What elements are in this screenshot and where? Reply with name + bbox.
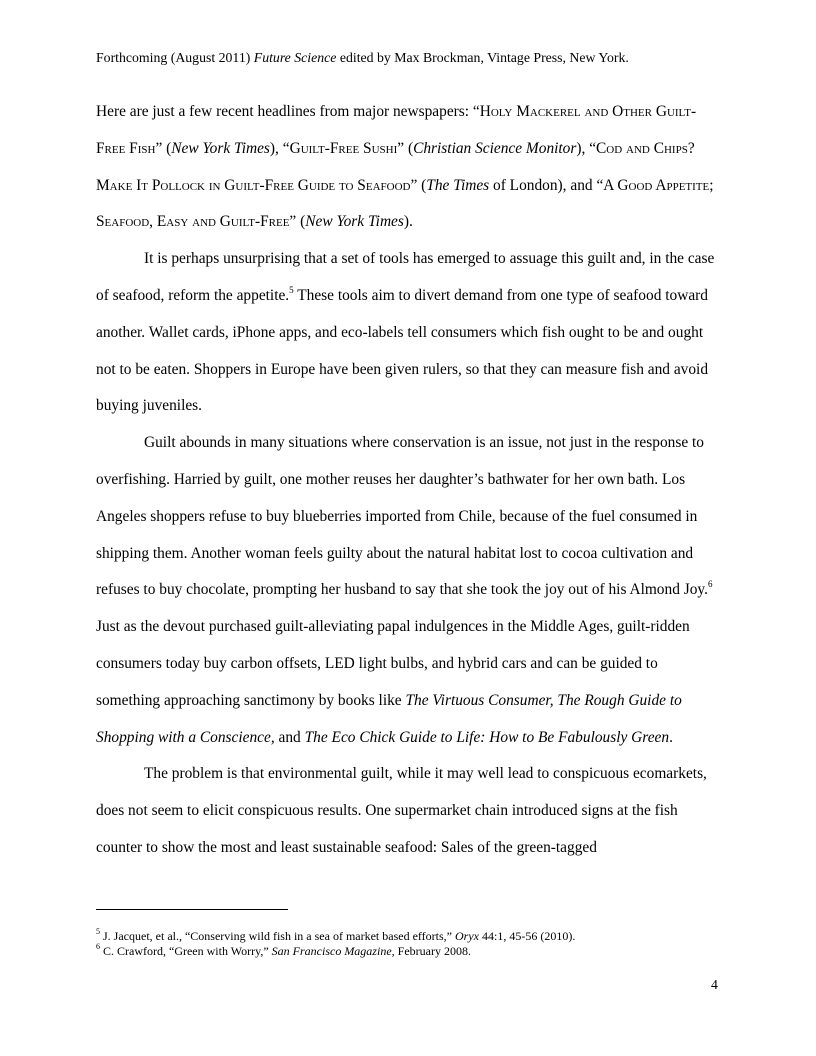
footnote-source: Oryx: [455, 929, 480, 943]
footnote-5: [96, 929, 736, 944]
source-csm: Christian Science Monitor: [413, 139, 577, 157]
text-run: ), “: [269, 139, 290, 157]
text-run: .: [669, 728, 673, 746]
text-run: It is perhaps unsurprising that a set of tools has emerged to assuage this guilt and, in the case of seafood, reform the appetite.: [96, 250, 715, 304]
footnote-6: [96, 941, 736, 959]
footnote-source: San Francisco Magazine,: [271, 943, 395, 958]
header-suffix: edited by Max Brockman, Vintage Press, New York.: [336, 50, 629, 65]
text-run: ).: [403, 213, 413, 231]
body-text: [96, 94, 722, 867]
footnote-text: C. Crawford, “Green with Worry,”: [100, 943, 272, 958]
headline-guilt-free-sushi: Guilt-Free Sushi: [289, 139, 398, 157]
footnote-ref-5[interactable]: 5: [289, 284, 294, 295]
text-run: Just as the devout purchased guilt-alleviating papal indulgences in the Middle Ages, guilt-ridden consumers today buy carbon offsets, LED light bulbs, and hybrid cars and can be guided to something approaching sanctimony by books like: [96, 618, 690, 709]
headline-good-appetite: A Good Appetite; Seafood, Easy and Guilt-Free: [96, 176, 714, 231]
footnote-separator: [96, 909, 288, 910]
book-title-eco-chick: The Eco Chick Guide to Life: How to Be Fabulously Green: [304, 728, 670, 746]
paragraph-problem: [96, 756, 722, 866]
source-nyt: New York Times: [171, 139, 270, 157]
text-run: and: [274, 728, 305, 746]
text-run: of London), and “: [489, 176, 604, 194]
paragraph-headlines: [96, 94, 722, 241]
headline-cod-and-chips: Cod and Chips? Make It Pollock in Guilt-Free Guide to Seafood: [96, 139, 695, 194]
source-nyt-2: New York Times: [305, 213, 404, 231]
text-run: These tools aim to divert demand from one type of seafood toward another. Wallet cards, iPhone apps, and eco-labels tell consumers which fish ought to be and ought not to be eaten. Shoppers in Europe have been given rulers, so that they can measure fish and avoid buying juveniles.: [96, 286, 709, 415]
footnotes: [96, 929, 736, 958]
header-book-title: Future Science: [253, 50, 337, 65]
footnote-number: 6: [96, 941, 100, 951]
text-run: ” (: [410, 176, 427, 194]
paragraph-tools: [96, 241, 722, 425]
text-run: ), “: [576, 139, 597, 157]
text-run: ” (: [155, 139, 172, 157]
page-number: 4: [711, 977, 718, 992]
paragraph-guilt-abounds: [96, 425, 722, 756]
footnote-text: 44:1, 45-56 (2010).: [479, 929, 576, 943]
source-the-times: The Times: [426, 176, 490, 194]
footnote-text: February 2008.: [394, 943, 471, 958]
footnote-text: J. Jacquet, et al., “Conserving wild fish in a sea of market based efforts,”: [100, 929, 456, 943]
headline-holy-mackerel: Holy Mackerel and Other Guilt-Free Fish: [96, 103, 697, 157]
text-run: The problem is that environmental guilt, while it may well lead to conspicuous ecomarkets, does not seem to elicit conspicuous results. One supermarket chain introduced signs at the fish counter to show the most and least sustainable seafood: Sales of the green-tagged: [96, 765, 707, 856]
running-header: [96, 49, 736, 67]
text-run: Guilt abounds in many situations where conservation is an issue, not just in the response to overfishing. Harried by guilt, one mother reuses her daughter’s bathwater for her own bath. Los Angeles shoppers refuse to buy blueberries imported from Chile, because of the fuel consumed in shipping them. Another woman feels guilty about the natural habitat lost to cocoa cultivation and refuses to buy chocolate, prompting her husband to say that she took the joy out of his Almond Joy.: [96, 434, 708, 599]
text-run: Here are just a few recent headlines from major newspapers: “: [96, 103, 480, 120]
book-titles: The Virtuous Consumer, The Rough Guide to Shopping with a Conscience,: [96, 691, 682, 746]
footnote-ref-6[interactable]: 6: [707, 579, 713, 590]
text-run: ” (: [289, 213, 306, 231]
text-run: ” (: [397, 139, 414, 157]
footnote-number: 5: [96, 927, 100, 936]
header-prefix: Forthcoming (August 2011): [96, 50, 254, 65]
